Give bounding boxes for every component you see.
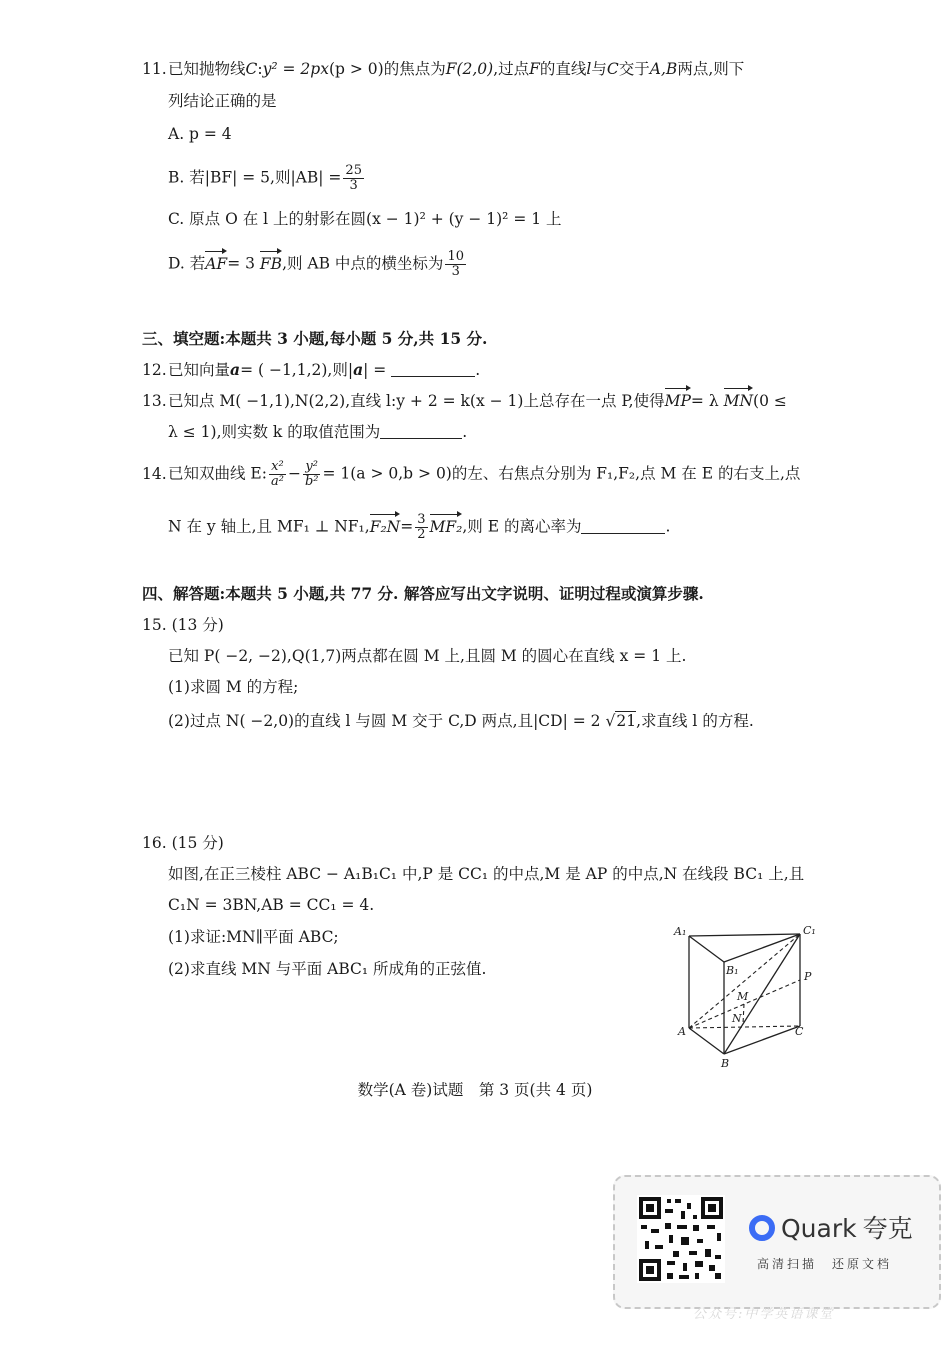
q15-part2: (2)过点 N( −2,0)的直线 l 与圆 M 交于 C,D 两点,且|CD| = 2 √21,求直线 l 的方程.	[168, 712, 754, 730]
label-B: B	[721, 1057, 730, 1070]
edge-AB	[689, 1028, 724, 1054]
q11-option-b: B. 若|BF| = 5,则|AB| = $\frac{25}{3}$	[168, 163, 362, 193]
q11-b-fraction: $\frac{25}{3}$	[345, 163, 362, 193]
edge-A1B1	[689, 936, 724, 962]
vector-MN: MN	[723, 392, 754, 410]
segment-MN-hidden	[743, 1004, 744, 1024]
quark-watermark-panel	[613, 1175, 941, 1309]
quark-logo-icon	[749, 1215, 775, 1241]
q11-d-fraction: $\frac{10}{3}$	[447, 249, 464, 279]
vector-MF2: MF₂	[429, 517, 463, 536]
label-A1: A₁	[674, 925, 687, 938]
section-solution-title: 四、解答题:本题共 5 小题,共 77 分. 解答应写出文字说明、证明过程或演算步骤.	[142, 584, 704, 603]
q11-option-a: A. p = 4	[168, 125, 232, 143]
q16-stem-line2: C₁N = 3BN,AB = CC₁ = 4.	[168, 896, 375, 914]
page-footer: 数学(A 卷)试题 第 3 页(共 4 页)	[357, 1081, 593, 1099]
vector-MP: MP	[664, 392, 691, 410]
edge-A1C1	[689, 934, 800, 936]
section-fill-in-title: 三、填空题:本题共 3 小题,每小题 5 分,共 15 分.	[142, 329, 488, 348]
vector-AF: AF	[205, 254, 228, 273]
q11-option-c: C. 原点 O 在 l 上的射影在圆(x − 1)² + (y − 1)² = 1 上	[168, 210, 562, 228]
q15-header: 15. (13 分)	[142, 616, 224, 634]
q11-stem-line2: 列结论正确的是	[168, 92, 277, 110]
quark-tagline: 高清扫描 还原文档	[757, 1257, 893, 1271]
edge-B1C1	[724, 934, 800, 962]
q12-stem: 12.已知向量a= ( −1,1,2),则|a| = .	[142, 360, 481, 379]
label-M: M	[737, 990, 749, 1003]
label-C1: C₁	[803, 924, 816, 937]
segment-BC1	[724, 934, 800, 1054]
q13-answer-blank[interactable]	[380, 422, 462, 439]
watermark-credit: 公众号:中学英语课堂	[693, 1307, 835, 1322]
q15-stem: 已知 P( −2, −2),Q(1,7)两点都在圆 M 上,且圆 M 的圆心在直线 x = 1 上.	[168, 647, 687, 665]
label-C: C	[795, 1025, 804, 1038]
q11-option-d: D. 若AF= 3 FB,则 AB 中点的横坐标为 $\frac{10}{3}$	[168, 249, 464, 279]
label-P: P	[804, 970, 812, 983]
label-B1: B₁	[726, 964, 739, 977]
q11-number: 11.	[142, 60, 167, 78]
label-N: N	[732, 1012, 742, 1025]
vector-F2N: F₂N	[369, 517, 401, 536]
q11-stem-line1: 11.已知抛物线C:y² = 2px(p > 0)的焦点为F(2,0),过点F的直线l与C交于A,B两点,则下	[142, 60, 745, 78]
vector-FB: FB	[259, 254, 283, 273]
quark-brand: Quark 夸克	[749, 1209, 913, 1245]
q13-stem-line1: 13.已知点 M( −1,1),N(2,2),直线 l:y + 2 = k(x − 1)上总存在一点 P,使得MP= λ MN(0 ≤	[142, 392, 787, 410]
q15-part1: (1)求圆 M 的方程;	[168, 678, 299, 696]
q14-answer-blank[interactable]	[581, 517, 665, 534]
q12-answer-blank[interactable]	[391, 360, 475, 377]
q16-header: 16. (15 分)	[142, 834, 224, 852]
q16-part2: (2)求直线 MN 与平面 ABC₁ 所成角的正弦值.	[168, 960, 487, 978]
q16-stem-line1: 如图,在正三棱柱 ABC − A₁B₁C₁ 中,P 是 CC₁ 的中点,M 是 AP 的中点,N 在线段 BC₁ 上,且	[168, 865, 805, 883]
q13-stem-line2: λ ≤ 1),则实数 k 的取值范围为 .	[168, 423, 468, 441]
edge-AC-hidden	[689, 1026, 800, 1028]
triangular-prism-figure	[672, 922, 822, 1072]
q14-stem-line2: N 在 y 轴上,且 MF₁ ⊥ NF₁,F₂N= $\frac{3}{2}$ MF₂,则 E 的离心率为 .	[168, 512, 671, 542]
q14-stem-line1: 14.已知双曲线 E: $\frac{\text{x²}}{\text{a²}}$ − $\frac{\text{y²}}{\text{b²}}$ = 1(a > 0,b > 0)的左、右焦点分别为 F₁,F₂,点 M 在 E 的右支上,点	[142, 459, 801, 489]
q16-part1: (1)求证:MN∥平面 ABC;	[168, 928, 339, 946]
label-A: A	[678, 1025, 686, 1038]
qr-code-icon	[637, 1195, 725, 1283]
edge-BC	[724, 1026, 800, 1054]
